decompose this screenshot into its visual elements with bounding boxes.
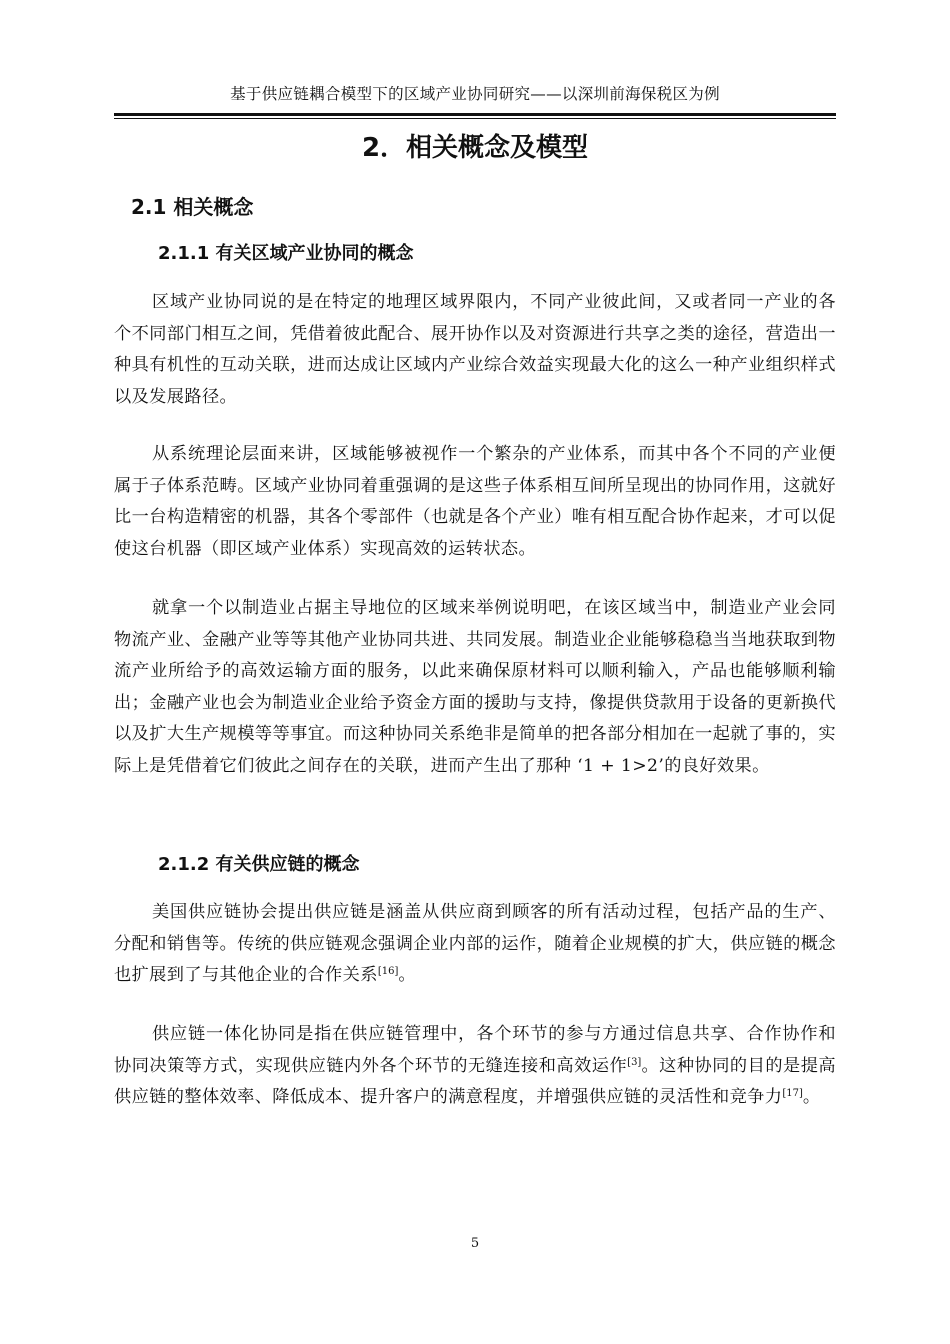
subsection-heading-2-1-1: 2.1.1 有关区域产业协同的概念 (158, 243, 414, 264)
paragraph-regional-synergy-definition: 区域产业协同说的是在特定的地理区域界限内，不同产业彼此间，又或者同一产业的各个不同部门相互之间，凭借着彼此配合、展开协作以及对资源进行共享之类的途径，营造出一种具有机性的互动关联，进而达成让区域内产业综合效益实现最大化的这么一种产业组织样式以及发展路径。 (114, 292, 836, 407)
header-rule-thin (114, 118, 836, 119)
paragraph-system-theory: 从系统理论层面来讲，区域能够被视作一个繁杂的产业体系，而其中各个不同的产业便属于子体系范畴。区域产业协同着重强调的是这些子体系相互间所呈现出的协同作用，这就好比一台构造精密的机器，其各个零部件（也就是各个产业）唯有相互配合协作起来，才可以促使这台机器（即区域产业体系）实现高效的运转状态。 (114, 444, 836, 559)
citation-ref[interactable]: [17] (782, 1088, 803, 1100)
running-header: 基于供应链耦合模型下的区域产业协同研究——以深圳前海保税区为例 (230, 85, 720, 103)
page-number: 5 (470, 1236, 480, 1251)
paragraph-supply-chain-integration: 供应链一体化协同是指在供应链管理中，各个环节的参与方通过信息共享、合作协作和协同决策等方式，实现供应链内外各个环节的无缝连接和高效运作[3]。这种协同的目的是提高供应链的整体效率、降低成本、提升客户的满意程度，并增强供应链的灵活性和竞争力[17]。 (114, 1024, 836, 1108)
subsection-heading-2-1-2: 2.1.2 有关供应链的概念 (158, 854, 360, 875)
section-heading: 2.1 相关概念 (131, 195, 254, 219)
paragraph-supply-chain-definition: 美国供应链协会提出供应链是涵盖从供应商到顾客的所有活动过程，包括产品的生产、分配和销售等。传统的供应链观念强调企业内部的运作，随着企业规模的扩大，供应链的概念也扩展到了与其他企业的合作关系[16]。 (114, 902, 836, 986)
citation-ref[interactable]: [16] (377, 966, 399, 978)
paragraph-manufacturing-example: 就拿一个以制造业占据主导地位的区域来举例说明吧，在该区域当中，制造业产业会同物流产业、金融产业等等其他产业协同共进、共同发展。制造业企业能够稳稳当当地获取到物流产业所给予的高效运输方面的服务，以此来确保原材料可以顺利输入，产品也能够顺利输出；金融产业也会为制造业企业给予资金方面的援助与支持，像提供贷款用于设备的更新换代以及扩大生产规模等等事宜。而这种协同关系绝非是简单的把各部分相加在一起就了事的，实际上是凭借着它们彼此之间存在的关联，进而产生出了那种 ‘1 + 1>2’的良好效果。 (114, 598, 836, 776)
chapter-title: 2．相关概念及模型 (361, 133, 589, 163)
citation-ref[interactable]: [3] (627, 1056, 642, 1068)
header-rule-thick (114, 113, 836, 116)
